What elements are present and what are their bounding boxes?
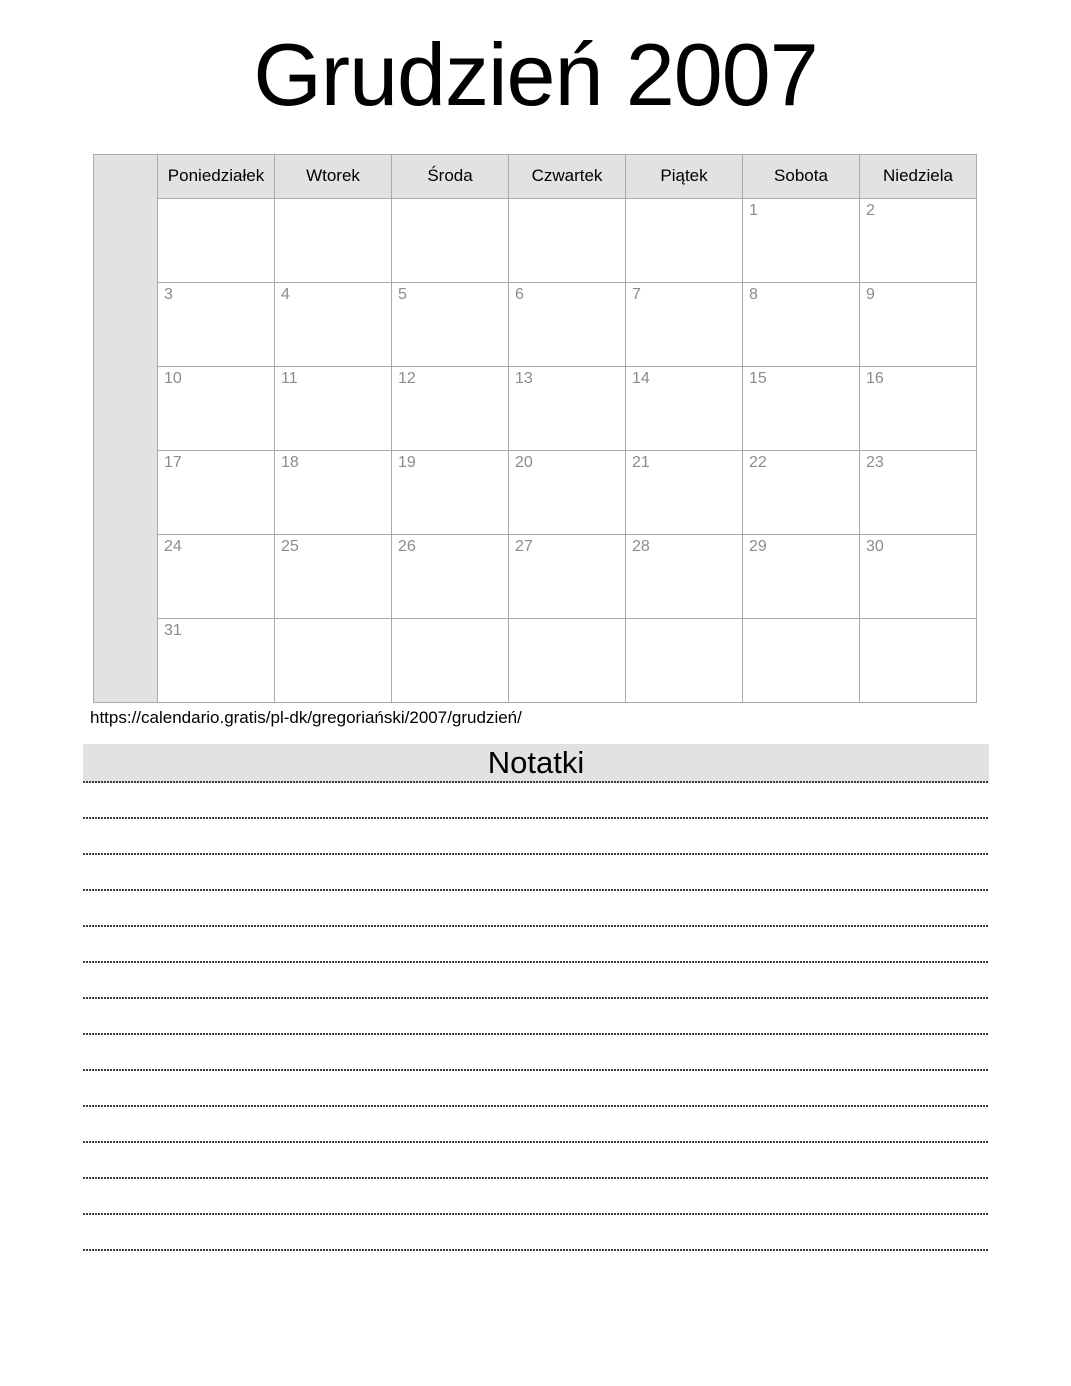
day-cell: 16 (860, 366, 977, 450)
day-header-thursday: Czwartek (509, 154, 626, 198)
note-line (83, 891, 989, 927)
week-number-column (94, 154, 158, 702)
day-cell: 10 (158, 366, 275, 450)
day-cell: 27 (509, 534, 626, 618)
day-cell: 12 (392, 366, 509, 450)
day-header-tuesday: Wtorek (275, 154, 392, 198)
day-cell: 5 (392, 282, 509, 366)
day-header-saturday: Sobota (743, 154, 860, 198)
day-cell: 13 (509, 366, 626, 450)
note-line (83, 783, 989, 819)
day-cell: 1 (743, 198, 860, 282)
source-url: https://calendario.gratis/pl-dk/gregoriański/2007/grudzień/ (90, 707, 522, 727)
day-cell (392, 198, 509, 282)
note-line (83, 999, 989, 1035)
calendar-week-row (94, 618, 977, 702)
note-line (83, 1143, 989, 1179)
day-cell: 8 (743, 282, 860, 366)
day-cell: 7 (626, 282, 743, 366)
day-cell (626, 198, 743, 282)
page-title: Grudzień 2007 (253, 25, 818, 124)
day-cell: 2 (860, 198, 977, 282)
day-cell (275, 618, 392, 702)
day-cell: 14 (626, 366, 743, 450)
note-line (83, 1107, 989, 1143)
day-cell: 30 (860, 534, 977, 618)
day-header-friday: Piątek (626, 154, 743, 198)
note-line (83, 927, 989, 963)
calendar-week-row (94, 282, 977, 366)
day-cell: 20 (509, 450, 626, 534)
day-cell (626, 618, 743, 702)
calendar-week-row (94, 366, 977, 450)
day-cell: 29 (743, 534, 860, 618)
calendar-week-row (94, 450, 977, 534)
day-header-monday: Poniedziałek (158, 154, 275, 198)
day-cell (860, 618, 977, 702)
calendar-week-row (94, 534, 977, 618)
day-cell (158, 198, 275, 282)
calendar-header-row (94, 154, 977, 198)
day-cell: 18 (275, 450, 392, 534)
notes-lines (83, 783, 989, 1251)
day-cell: 11 (275, 366, 392, 450)
day-cell: 28 (626, 534, 743, 618)
day-cell: 21 (626, 450, 743, 534)
note-line (83, 855, 989, 891)
day-cell: 19 (392, 450, 509, 534)
day-cell: 17 (158, 450, 275, 534)
calendar-week-row (94, 198, 977, 282)
day-cell (509, 618, 626, 702)
day-cell (509, 198, 626, 282)
day-cell: 31 (158, 618, 275, 702)
day-cell: 15 (743, 366, 860, 450)
day-cell: 9 (860, 282, 977, 366)
note-line (83, 1071, 989, 1107)
note-line (83, 1215, 989, 1251)
day-cell (743, 618, 860, 702)
day-header-wednesday: Środa (392, 154, 509, 198)
day-cell: 3 (158, 282, 275, 366)
note-line (83, 819, 989, 855)
note-line (83, 1179, 989, 1215)
day-cell: 26 (392, 534, 509, 618)
day-cell: 4 (275, 282, 392, 366)
day-cell: 25 (275, 534, 392, 618)
day-cell (275, 198, 392, 282)
notes-heading: Notatki (83, 744, 989, 783)
day-cell: 24 (158, 534, 275, 618)
day-cell: 6 (509, 282, 626, 366)
calendar-table (93, 154, 977, 703)
note-line (83, 1035, 989, 1071)
day-header-sunday: Niedziela (860, 154, 977, 198)
day-cell: 23 (860, 450, 977, 534)
day-cell: 22 (743, 450, 860, 534)
notes-section (83, 744, 989, 1251)
note-line (83, 963, 989, 999)
day-cell (392, 618, 509, 702)
